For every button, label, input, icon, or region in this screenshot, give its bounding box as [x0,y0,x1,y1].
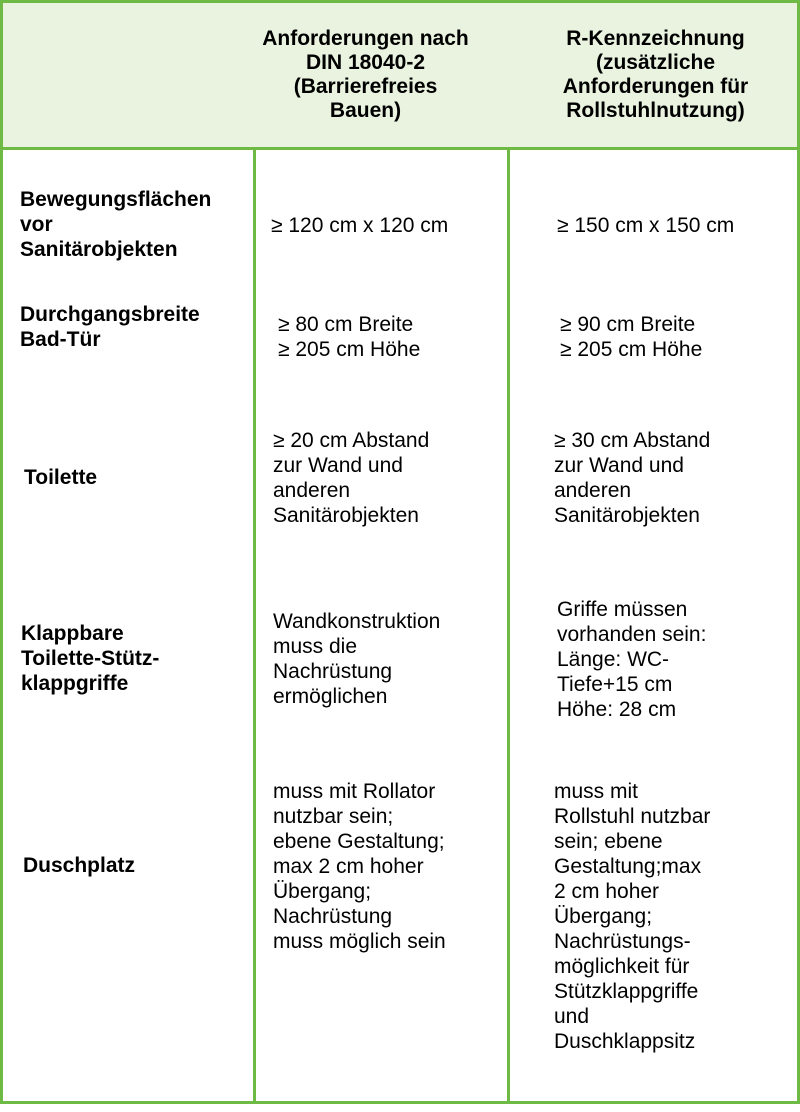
row-label-duschplatz: Duschplatz [23,854,136,877]
table-header [3,3,797,150]
row-label-klappgriffe: Klappbare Toilette-Stütz- klappgriffe [21,622,160,695]
cell-r-toilette: ≥ 30 cm Abstand zur Wand und anderen Sanitärobjekten [554,429,711,527]
cell-r-durchgangsbreite: ≥ 90 cm Breite ≥ 205 cm Höhe [560,313,703,361]
cell-din-klappgriffe: Wandkonstruktion muss die Nachrüstung ermöglichen [273,610,441,708]
cell-r-bewegungsflaechen: ≥ 150 cm x 150 cm [557,214,735,237]
cell-din-toilette: ≥ 20 cm Abstand zur Wand und anderen Sanitärobjekten [273,429,430,527]
cell-din-duschplatz: muss mit Rollator nutzbar sein; ebene Gestaltung; max 2 cm hoher Übergang; Nachrüstung muss möglich sein [273,780,446,953]
column-divider [253,150,256,1104]
header-r: R-Kennzeichnung (zusätzliche Anforderungen für Rollstuhlnutzung) [562,27,749,122]
row-label-durchgangsbreite: Durchgangsbreite Bad-Tür [20,303,200,351]
cell-r-duschplatz: muss mit Rollstuhl nutzbar sein; ebene Gestaltung;max 2 cm hoher Übergang; Nachrüstungs- möglichkeit für Stützklappgriffe und Duschklappsitz [554,780,711,1053]
cell-r-klappgriffe: Griffe müssen vorhanden sein: Länge: WC- Tiefe+15 cm Höhe: 28 cm [557,598,707,721]
header-din: Anforderungen nach DIN 18040-2 (Barrierefreies Bauen) [262,27,469,122]
row-label-bewegungsflaechen: Bewegungsflächen vor Sanitärobjekten [20,188,212,261]
cell-din-durchgangsbreite: ≥ 80 cm Breite ≥ 205 cm Höhe [278,313,421,361]
column-divider [507,150,510,1104]
cell-din-bewegungsflaechen: ≥ 120 cm x 120 cm [271,214,449,237]
row-label-toilette: Toilette [24,466,98,489]
